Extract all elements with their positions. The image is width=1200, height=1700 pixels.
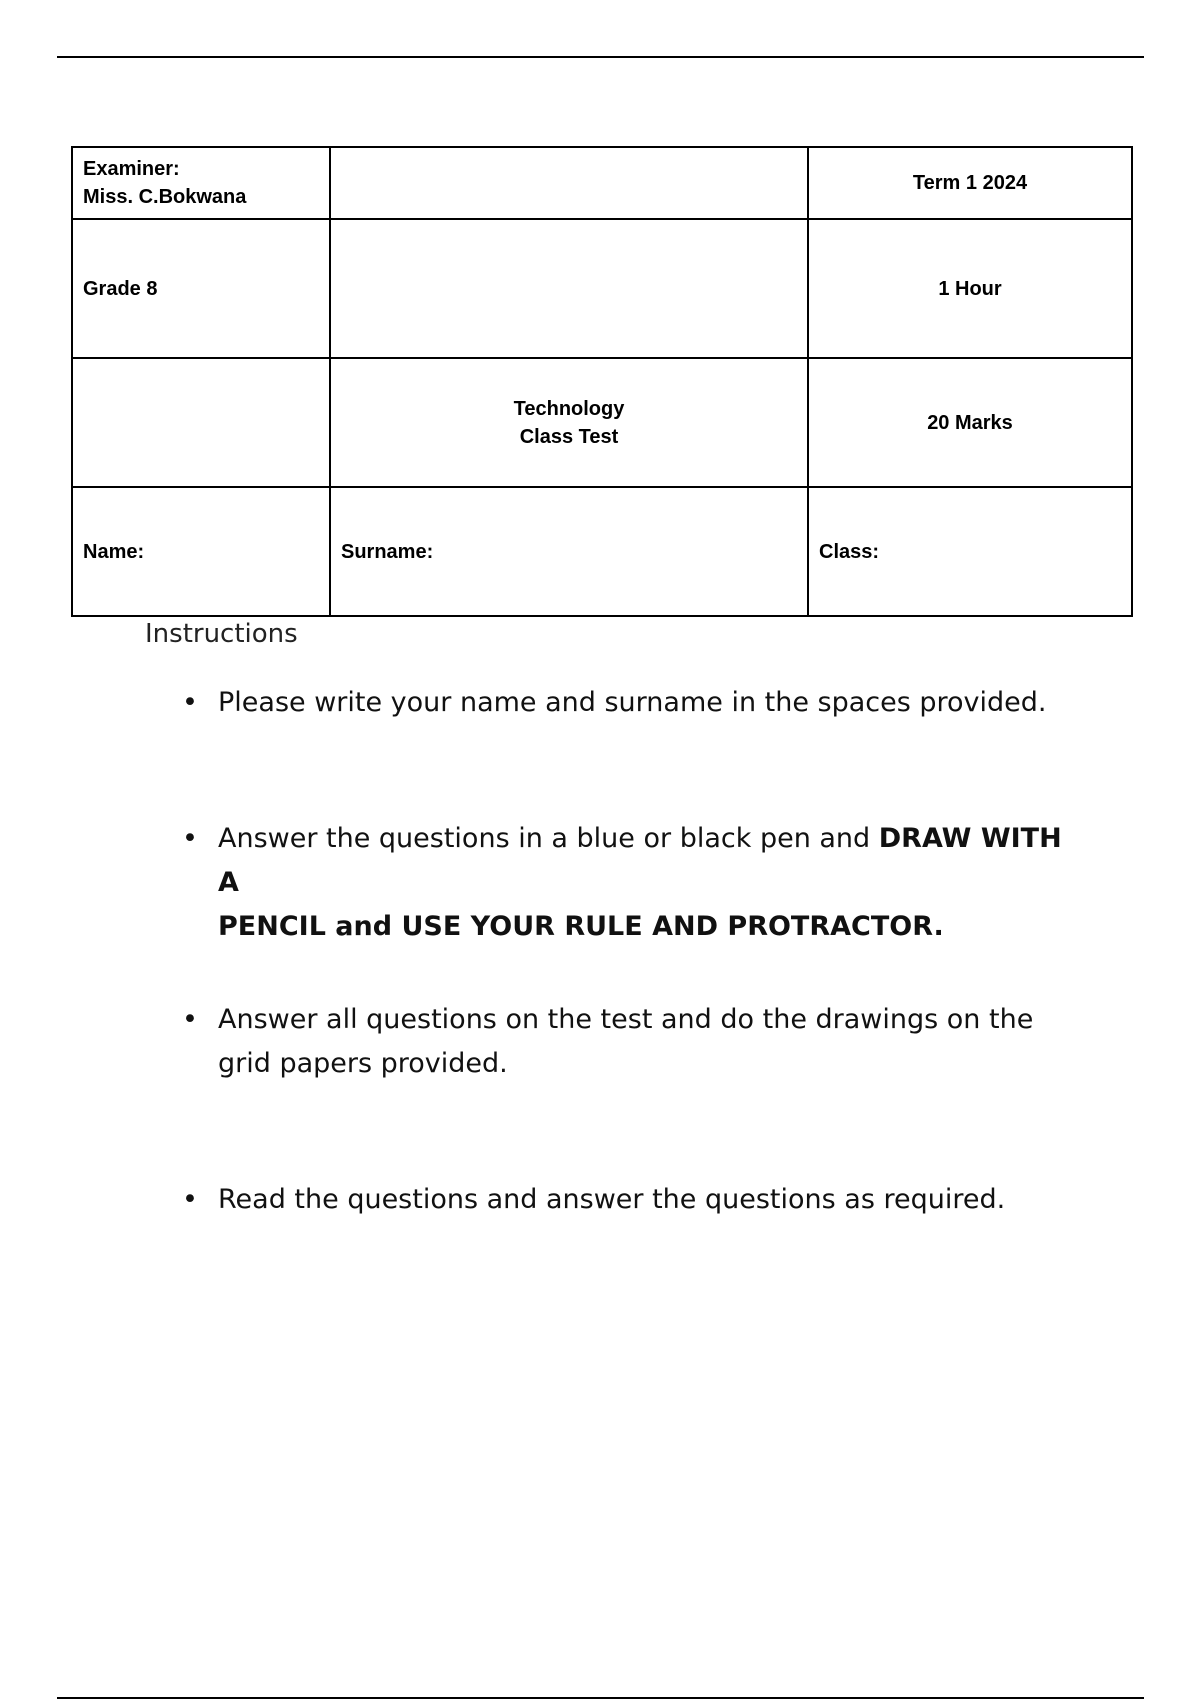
name-label: Name:: [83, 540, 145, 563]
instructions-title: Instructions: [145, 619, 298, 649]
empty-cell: [330, 219, 808, 358]
instruction-text: grid papers provided.: [218, 1048, 508, 1079]
examiner-name: Miss. C.Bokwana: [83, 186, 247, 208]
term-text: Term 1 2024: [912, 172, 1028, 194]
empty-cell: [72, 358, 330, 487]
surname-label: Surname:: [341, 540, 434, 563]
marks-text: 20 Marks: [927, 411, 1013, 434]
bullet-icon: •: [182, 687, 198, 718]
marks-cell: [808, 358, 1132, 487]
list-item: [182, 1178, 1078, 1222]
bullet-icon: •: [182, 1184, 198, 1215]
test-type-text: Class Test: [519, 425, 619, 448]
instruction-bold-text: DRAW WITH A: [218, 823, 1062, 898]
subject-cell: [330, 358, 808, 487]
term-cell: [808, 147, 1132, 219]
instruction-text: Please write your name and surname in the spaces provided.: [218, 687, 1047, 718]
duration-cell: [808, 219, 1132, 358]
class-cell[interactable]: [808, 487, 1132, 616]
class-label: Class:: [819, 540, 880, 563]
list-item: [182, 998, 1078, 1086]
grade-text: Grade 8: [83, 277, 158, 300]
footer-rule: [57, 1697, 1144, 1699]
surname-cell[interactable]: [330, 487, 808, 616]
name-cell[interactable]: [72, 487, 330, 616]
examiner-label: Examiner:: [83, 158, 180, 180]
duration-text: 1 Hour: [938, 277, 1002, 300]
list-item: [182, 817, 1078, 949]
grade-cell: [72, 219, 330, 358]
instruction-bold-text: PENCIL and USE YOUR RULE AND PROTRACTOR.: [218, 911, 944, 942]
bullet-icon: •: [182, 1004, 198, 1035]
header-rule: [57, 56, 1144, 58]
instruction-text: Answer all questions on the test and do the drawings on the: [218, 1004, 1034, 1035]
empty-cell: [330, 147, 808, 219]
list-item: [182, 681, 1078, 725]
instruction-text: Answer the questions in a blue or black pen and: [218, 823, 879, 854]
subject-text: Technology: [513, 397, 625, 420]
bullet-icon: •: [182, 823, 198, 854]
exam-header-table: [71, 146, 1133, 617]
instruction-text: Read the questions and answer the questions as required.: [218, 1184, 1006, 1215]
examiner-cell: [72, 147, 330, 219]
